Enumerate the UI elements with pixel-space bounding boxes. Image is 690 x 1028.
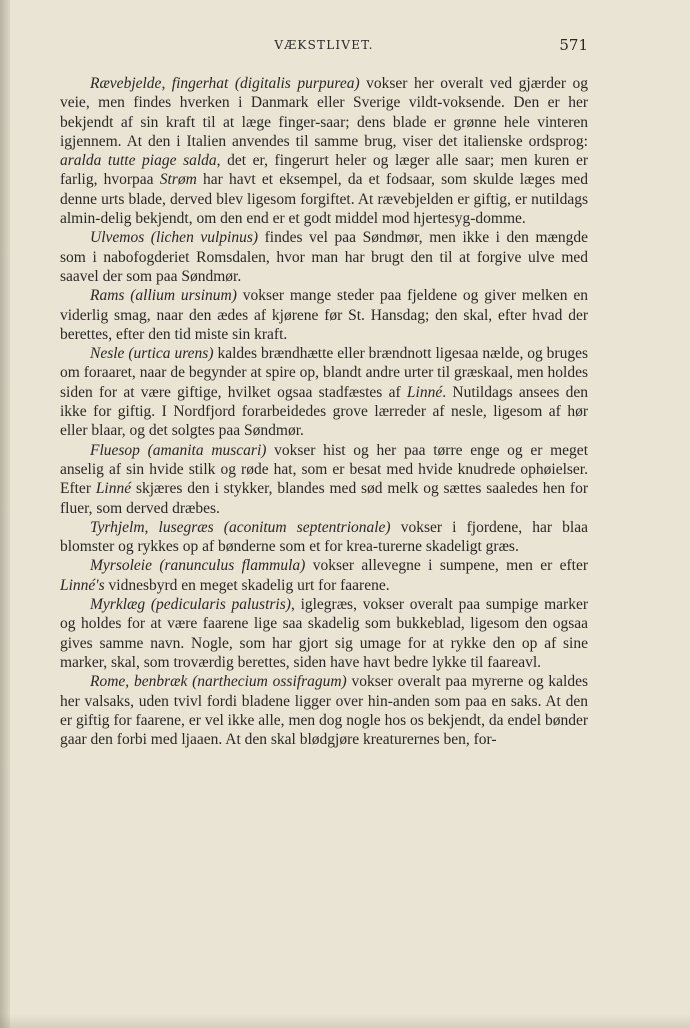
text-run: vokser allevegne i sumpene, men er efter (305, 557, 588, 575)
text-run: vokser overalt paa myrerne og kaldes her valsaks, uden tvivl fordi bladene ligger over hin-anden som paa en saks. At den er giftig for faarene, er vel ikke alle, men dog nogle hos os bekjendt, da endel bønder gaar den forbi med ljaaen. At den skal blødgjøre kreaturernes ben, for- (60, 673, 588, 749)
text-run: . Nutildags ansees den ikke for giftig. I Nordfjord forarbeidedes grove lærreder af nesle, ligesom af hør eller blaar, og det solgtes paa Søndmør. (60, 383, 589, 440)
text-run-italic: Linné's (60, 576, 105, 594)
paragraph-tyrhjelm (60, 518, 588, 557)
text-run: findes vel paa Søndmør, men ikke i den mængde som i nabofogderiet Romsdalen, hvor man har brugt den til at forgive ulve med saavel der som paa Søndmør. (60, 229, 588, 285)
text-run: har havt et eksempel, da et fodsaar, som skulde læges med denne urts blade, derved blev ligesom forgiftet. At rævebjelden er giftig, er nutildags almin-delig bekjendt, om den end er et godt middel mod hjertesyg-domme. (60, 171, 588, 228)
text-run-italic: Linné (406, 383, 443, 401)
paragraph-lead: Fluesop (amanita muscari) (90, 441, 267, 459)
text-run: skjæres den i stykker, blandes med sød melk og sættes saaledes hen for fluer, som derved dræbes. (60, 480, 588, 517)
text-run: vokser i fjordene, har blaa blomster og rykkes op af bønderne som et for krea-turerne skadeligt græs. (60, 518, 588, 556)
page-header (60, 38, 588, 58)
paragraph-nesle (60, 344, 588, 440)
paragraph-lead: Ulvemos (lichen vulpinus) (90, 229, 259, 247)
paragraph-rome (60, 672, 588, 749)
text-run-italic: Linné (95, 480, 132, 498)
text-run: vokser mange steder paa fjeldene og giver melken en viderlig smag, naar den ædes af kjørene før St. Hansdag; den skal, efter hvad der berettes, efter den tid miste sin kraft. (60, 287, 588, 343)
page-bottom-shadow (0, 1014, 690, 1028)
paragraph-lead: Rome, benbræk (narthecium ossifragum) (90, 673, 347, 691)
paragraph-ulvemos (60, 228, 588, 286)
paragraph-myrsoleie (60, 556, 588, 595)
paragraph-raevebjelde (60, 74, 588, 228)
text-run-italic: aralda tutte piage salda (60, 152, 217, 170)
text-run: , iglegræs, vokser overalt paa sumpige marker og holdes for at være faarene lige saa skadelig som bukkeblad, ligesom den ogsaa gives samme navn. Nogle, som har gjort sig umage for at rykke den op af sine marker, skal, som troværdig berettes, siden have havt bedre lykke til faareavl. (60, 596, 588, 671)
paragraph-myrklaeg (60, 595, 588, 672)
page-number: 571 (559, 36, 588, 54)
paragraph-lead: Rams (allium ursinum) (90, 287, 237, 305)
paragraph-lead: Nesle (urtica urens) (90, 345, 214, 363)
text-run: vokser her overalt ved gjærder og veie, men findes hverken i Danmark eller Sverige vildt-voksende. Den er her bekjendt af sin kraft til at læge finger-saar; dens blade er grønne hele vinteren igjennem. At den i Italien anvendes til samme brug, viser det italienske ordsprog: (60, 75, 588, 150)
text-run: vidnesbyrd en meget skadelig urt for faarene. (104, 576, 390, 594)
paragraph-lead: Rævebjelde, fingerhat (digitalis purpurea) (90, 75, 360, 92)
paragraph-lead: Tyrhjelm, lusegræs (aconitum septentrionale) (90, 518, 391, 536)
paragraph-lead: Myrklæg (pedicularis palustris) (90, 596, 291, 614)
body-text (60, 74, 588, 749)
paragraph-lead: Myrsoleie (ranunculus flammula) (90, 557, 306, 575)
paragraph-fluesop (60, 441, 588, 518)
running-head: VÆKSTLIVET. (274, 38, 374, 52)
text-run: , det er, fingerurt heler og læger alle saar; men kuren er farlig, hvorpaa (60, 152, 588, 189)
text-run: vokser hist og her paa tørre enge og er meget anselig af sin hvide stilk og røde hat, som er besat med hvide knudrede ophøielser. Efter (60, 441, 588, 498)
paragraph-rams (60, 286, 588, 344)
text-run-italic: Strøm (159, 171, 197, 189)
page-binding-edge (0, 0, 10, 1028)
text-run: kaldes brændhætte eller brændnott ligesaa nælde, og bruges om foraaret, naar de begynder at spire op, blandt andre urter til græskaal, men holdes siden for at være giftige, hvilket ogsaa stadfæstes af (60, 345, 588, 401)
